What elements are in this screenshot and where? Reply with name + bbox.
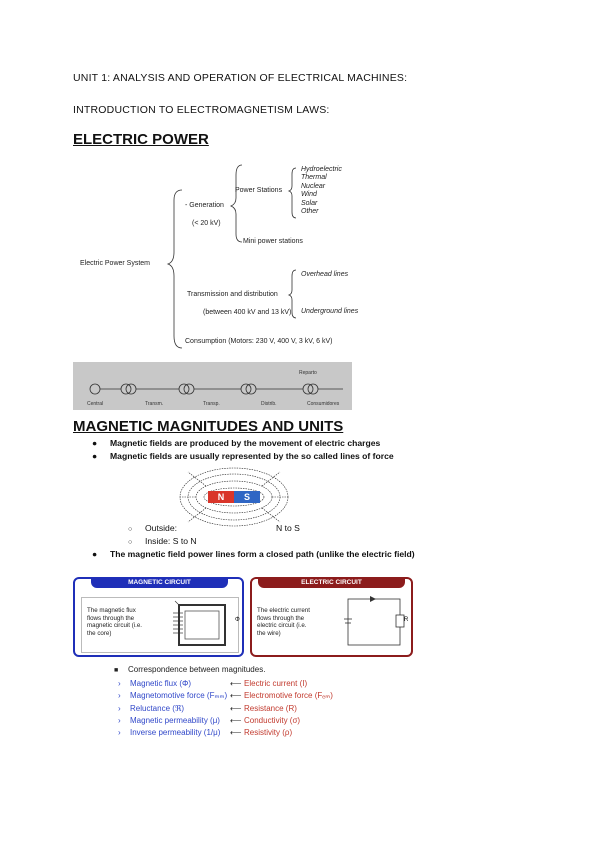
magnetic-circuit-panel <box>73 577 244 657</box>
arrow-icon: ⟵ <box>230 703 242 713</box>
magnetic-magnitude: Magnetic flux (Φ) <box>130 679 192 688</box>
outside-label: Outside: <box>145 523 178 533</box>
power-system-diagram <box>70 160 370 360</box>
correspondence-row: › Magnetic permeability (μ) ⟵ Conductivity (σ) <box>118 715 333 727</box>
magnetic-heading: MAGNETIC MAGNITUDES AND UNITS <box>73 418 344 435</box>
photo-label: Consumidores <box>307 401 340 407</box>
electric-loop-drawing <box>336 593 410 653</box>
correspondence-heading-row: ■ Correspondence between magnitudes. <box>114 665 266 674</box>
electric-power-heading: ELECTRIC POWER <box>73 131 209 148</box>
bullet-item: ● Magnetic fields are produced by the movement of electric charges <box>92 438 381 448</box>
magnet-field-figure <box>178 466 290 528</box>
electric-circuit-panel <box>250 577 413 657</box>
bullet-item: ● The magnetic field power lines form a closed path (unlike the electric field) <box>92 549 415 559</box>
magnetic-magnitude: Magnetic permeability (μ) <box>130 715 220 725</box>
consumption-label: Consumption (Motors: 230 V, 400 V, 3 kV, 6 kV) <box>185 338 333 345</box>
generation-voltage: (< 20 kV) <box>192 220 221 227</box>
correspondence-row: › Reluctance (ℜ) ⟵ Resistance (R) <box>118 703 333 715</box>
station-type: Nuclear <box>301 182 326 190</box>
arrow-icon: ⟵ <box>230 728 242 738</box>
magnetic-core-drawing <box>169 599 239 651</box>
magnetic-circuit-text: The magnetic flux flows through the magnetic circuit (i.e. the core) <box>87 607 143 637</box>
correspondence-row: › Magnetic flux (Φ) ⟵ Electric current (I) <box>118 678 333 690</box>
electric-magnitude: Resistance (R) <box>244 703 297 713</box>
line-type: Underground lines <box>301 308 359 315</box>
electric-circuit-text: The electric current flows through the electric circuit (i.e. the wire) <box>257 607 310 637</box>
sub-bullet-inside: ○ Inside: S to N <box>128 536 197 546</box>
magnetic-circuit-title: MAGNETIC CIRCUIT <box>91 578 228 588</box>
photo-label: Central <box>87 401 104 407</box>
bullet-item: ● Magnetic fields are usually represented by the so called lines of force <box>92 451 394 461</box>
bullet-text: Magnetic fields are usually represented by the so called lines of force <box>110 451 394 461</box>
magnetic-symbol: Φ <box>235 617 240 623</box>
correspondence-heading: Correspondence between magnitudes. <box>128 665 266 674</box>
arrow-icon: ⟵ <box>230 691 242 701</box>
station-type: Solar <box>301 199 318 207</box>
correspondence-table <box>118 678 333 739</box>
station-type: Other <box>301 208 319 216</box>
transmission-label: Transmission and distribution <box>187 291 278 298</box>
electric-magnitude: Resistivity (ρ) <box>244 728 293 738</box>
station-type: Thermal <box>301 174 327 182</box>
electric-magnitude: Electromotive force (Fₑₘ) <box>244 691 333 701</box>
magnetic-magnitude: Magnetomotive force (Fₘₘ) <box>130 691 228 701</box>
magnet-south: S <box>234 491 260 503</box>
magnetic-magnitude: Reluctance (ℜ) <box>130 703 185 713</box>
power-stations-label: Power Stations <box>235 187 283 194</box>
electric-circuit-title: ELECTRIC CIRCUIT <box>258 578 405 588</box>
sub-bullet-outside: ○ Outside: <box>128 523 178 533</box>
bullet-text: The magnetic field power lines form a closed path (unlike the electric field) <box>110 549 415 559</box>
electric-magnitude: Electric current (I) <box>244 679 308 688</box>
intro-title: INTRODUCTION TO ELECTROMAGNETISM LAWS: <box>73 104 330 116</box>
magnetic-magnitude: Inverse permeability (1/μ) <box>130 728 221 738</box>
line-type: Overhead lines <box>301 271 349 278</box>
photo-label: Transp. <box>203 401 220 407</box>
electric-magnitude: Conductivity (σ) <box>244 715 301 725</box>
photo-label: Distrib. <box>261 401 277 407</box>
transmission-photo <box>73 362 352 410</box>
bullet-text: Magnetic fields are produced by the movement of electric charges <box>110 438 381 448</box>
photo-label: Reparto <box>299 370 317 376</box>
mini-power-stations: Mini power stations <box>243 238 303 245</box>
station-types-list <box>301 166 342 216</box>
station-type: Hydroelectric <box>301 166 342 173</box>
system-label: Electric Power System <box>80 260 151 267</box>
station-type: Wind <box>301 191 317 199</box>
transmission-voltage: (between 400 kV and 13 kV) <box>203 309 292 316</box>
photo-label: Transm. <box>145 401 164 407</box>
inside-text: Inside: S to N <box>145 536 197 546</box>
electric-symbol: R <box>404 617 409 623</box>
arrow-icon: ⟵ <box>230 715 242 725</box>
unit-title: UNIT 1: ANALYSIS AND OPERATION OF ELECTRICAL MACHINES: <box>73 72 408 84</box>
correspondence-row: › Inverse permeability (1/μ) ⟵ Resistivity (ρ) <box>118 727 333 739</box>
generation-label: - Generation <box>185 202 224 209</box>
outside-value: N to S <box>276 523 300 533</box>
arrow-icon: ⟵ <box>230 679 242 688</box>
correspondence-row: › Magnetomotive force (Fₘₘ) ⟵ Electromotive force (Fₑₘ) <box>118 690 333 702</box>
magnet-north: N <box>208 491 234 503</box>
